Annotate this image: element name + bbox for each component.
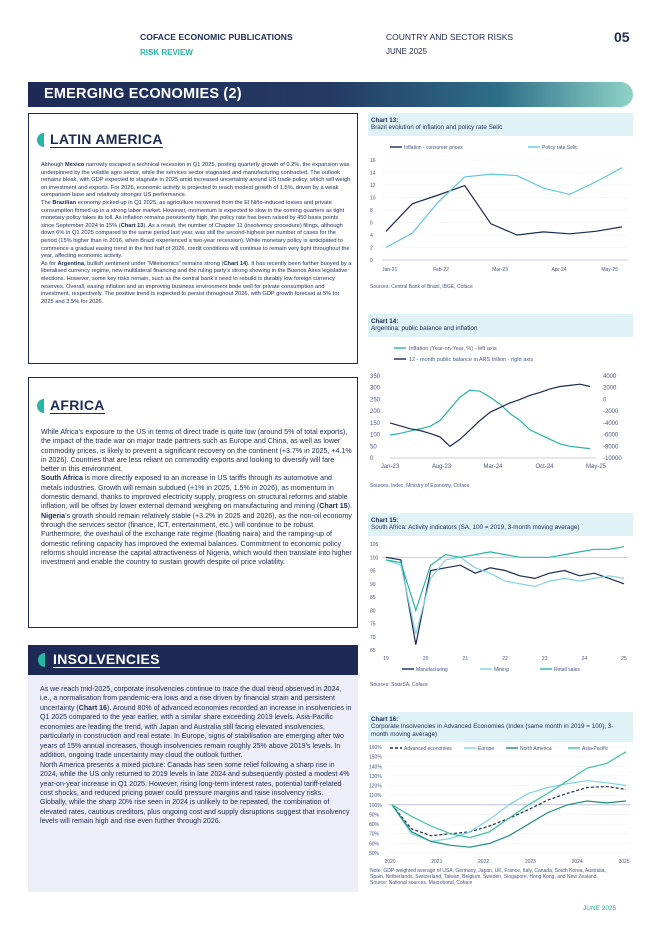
half-circle-icon <box>37 399 44 413</box>
chart-14-y-tick-right: 0 <box>603 397 607 404</box>
chart-13-title-box <box>368 113 633 136</box>
chart-14-y-tick-left: 200 <box>370 409 381 416</box>
chart-14-legend-label: 12 - month public balance in ARS trillion - right axis <box>409 357 534 363</box>
africa-heading <box>37 397 105 414</box>
header-date: JUNE 2025 <box>386 47 427 56</box>
chart-14-title: Argentina: public balance and inflation <box>371 325 478 332</box>
chart-13-series-line <box>386 168 622 248</box>
insolvencies-heading <box>28 645 358 675</box>
chart-13-y-tick: 6 <box>370 220 373 227</box>
chart-16-y-tick: 120% <box>369 783 382 790</box>
africa-paragraph: While Africa’s exposure to the US in terms of direct trade is quite low (around 5% of total exports), the impact of the trade war on major trade partners such as Europe and China, as well as lower commodity prices, is likely to prevent a significant recovery on the continent (+3.7% in 2025, +4.1% in 2026). Countries that are less reliant on commodity exports and looking to diversify will fare better in this environment. <box>41 428 352 474</box>
africa-paragraph: South Africa is more directly exposed to an increase in US tariffs through its automotive and metals industries. Growth will remain subdued (+1% in 2025, 1.5% in 2026), as momentum in domestic demand, thanks to improved electricity supply, progress on structural reforms and stable inflation, will be offset by lower external demand weighing on manufacturing and mining (Chart 15). <box>41 474 352 511</box>
chart-16-y-tick: 80% <box>369 822 380 829</box>
chart-14-x-tick: Mar-24 <box>483 464 503 470</box>
chart-16-y-tick: 70% <box>369 831 380 838</box>
chart-14-y-tick-left: 0 <box>370 456 374 462</box>
chart-16-series-line <box>392 787 626 836</box>
latin-america-text <box>41 162 353 306</box>
chart-13-x-tick: Feb-22 <box>433 267 449 273</box>
chart-14-y-tick-left: 50 <box>370 444 377 451</box>
chart-15-y-tick: 100 <box>370 555 379 562</box>
insolvencies-text <box>40 685 352 827</box>
chart-15-y-tick: 65 <box>370 648 376 654</box>
chart-15-series-line <box>386 557 624 634</box>
insolvencies-title: INSOLVENCIES <box>53 651 160 667</box>
chart-15-x-tick: 23 <box>541 656 548 662</box>
chart-16-legend-label: North America <box>520 746 552 752</box>
chart-13-number: Chart 13: <box>371 117 399 124</box>
chart-15-y-tick: 80 <box>370 608 376 615</box>
chart-14-y-tick-right: -8000 <box>603 444 619 451</box>
chart-13-plot <box>368 140 633 278</box>
section-banner <box>28 82 633 107</box>
chart-14-y-tick-right: -4000 <box>603 420 619 427</box>
chart-16-y-tick: 130% <box>369 773 382 780</box>
chart-15-legend-label: Manufacturing <box>416 667 448 673</box>
chart-14-y-tick-right: -2000 <box>603 409 619 416</box>
chart-15-x-tick: 19 <box>383 656 389 662</box>
chart-14-number: Chart 14: <box>371 318 399 325</box>
chart-16-x-tick: 2022 <box>478 859 490 865</box>
half-circle-icon <box>38 653 45 667</box>
chart-14-title-box <box>368 314 633 337</box>
chart-13-x-tick: Apr-24 <box>551 267 567 273</box>
chart-14-source: Sources: Indec, Ministry of Economy, Coface <box>370 483 470 489</box>
chart-16-title: Corporate Insolvencies in Advanced Economies (Index (same month in 2019 = 100), 3-month moving average) <box>371 723 614 738</box>
page-number: 05 <box>614 29 630 45</box>
chart-16-x-tick: 2021 <box>431 859 443 865</box>
latin-america-title: LATIN AMERICA <box>50 131 163 147</box>
chart-14-series-line <box>390 390 590 449</box>
chart-14-series-line <box>390 384 590 446</box>
chart-13-y-tick: 10 <box>370 195 376 202</box>
chart-15-y-tick: 70 <box>370 634 376 641</box>
chart-16-y-tick: 140% <box>369 764 382 771</box>
chart-13-y-tick: 16 <box>370 158 376 164</box>
insolvencies-paragraph: North America presents a mixed picture: Canada has seen some relief following a sharp rise in 2024, while the US only returned to 2019 levels in late 2024 and subsequently posted a modest 4% year-on-year increase in Q1 2025. However, rising long-term interest rates, potential tariff-related cost shocks, and reduced pricing power could pressure margins and raise insolvency risks. Globally, while the sharp 20% rise seen in 2024 is unlikely to be repeated, the combination of elevated rates, cautious creditors, plus ongoing cost and supply disruptions suggest that insolvency levels will remain high and rise even further through 2026. <box>40 761 350 826</box>
chart-14-y-tick-left: 150 <box>370 420 381 427</box>
chart-14-y-tick-right: -10000 <box>603 456 622 462</box>
header-publication-block <box>140 32 293 57</box>
chart-14-x-tick: Jan-23 <box>380 464 400 470</box>
chart-13-legend-label: Policy rate Selic <box>542 145 578 151</box>
chart-15-title-box <box>368 513 633 536</box>
chart-14-x-tick: Aug-23 <box>431 464 452 470</box>
chart-15-y-tick: 90 <box>370 581 376 588</box>
chart-14-y-tick-right: -6000 <box>603 432 619 439</box>
africa-paragraph: Nigeria’s growth should remain relatively stable (+3.2% in 2025 and 2026), as the non-oil economy through the services sector (finance, ICT, entertainment, etc.) will continue to be robust. Furthermore, the overhaul of the exchange rate regime (floating naira) and the ramping-up of domestic refining capacity has improved the external balances. Commitment to economic policy reforms should increase the capital attractiveness of Nigeria, which would then translate into higher investment and enable the country to sustain growth despite oil price volatility. <box>41 511 352 567</box>
latin-america-heading <box>37 131 163 148</box>
chart-16-y-tick: 110% <box>369 793 382 800</box>
chart-16-note <box>370 868 606 887</box>
chart-16-y-tick: 60% <box>369 841 380 848</box>
chart-14-plot <box>368 340 633 475</box>
chart-13-x-tick: Mar-23 <box>492 267 508 273</box>
chart-14-y-tick-left: 100 <box>370 432 381 439</box>
latin-america-paragraph: Although Mexico narrowly escaped a technical recession in Q1 2025, posting quarterly growth of 0.2%, the expansion was underpinned by the volatile agro sector, while the services sector stagnated and manufacturing contracted. The outlook remains bleak, with GDP expected to stagnate in 2025 amid increased uncertainty around US trade policy, which will weigh on investment and exports. For 2026, economic activity is projected to reach modest growth of 1.5%, driven by a weak comparison base and relatively stronger US performance. <box>41 162 351 199</box>
chart-15-x-tick: 25 <box>621 656 627 662</box>
chart-16-plot <box>368 742 633 868</box>
chart-16-note-line: Spain, Netherlands, Switzerland, Taiwan, Belgium, Sweden, Singapore, Hong Kong, and New Zealand. <box>370 874 598 881</box>
chart-16-note-line: Note: GDP-weighted average of USA, Germany, Japan, UK, France, Italy, Canada, South Korea, Australia, <box>370 868 606 874</box>
chart-16-legend-label: Asia-Pacific <box>582 746 609 752</box>
chart-13-x-tick: May-25 <box>601 267 618 273</box>
chart-16-title-box <box>368 712 633 742</box>
africa-text <box>41 428 353 567</box>
footer-date: JUNE 2025 <box>583 905 617 912</box>
latin-america-paragraph: As for Argentina, bullish sentiment under “Mileinomics” remains strong (Chart 14). It has recently been further buoyed by a liberalised currency regime, new multilateral financing and the ruling party’s strong showing in the Buenos Aires legislative elections. However, some key risks remain, such as the central bank’s need to rebuild is durably low foreign currency reserves. Overall, easing inflation and an improving business environment bode well for private consumption and investment, respectively. The positive trend is expected to persist throughout 2026, with GDP growth forecast at 5% for 2025 and 3.5% for 2026. <box>41 260 352 305</box>
africa-title: AFRICA <box>50 397 105 413</box>
chart-15-series-line <box>386 557 624 644</box>
chart-13-title: Brazil evolution of inflation and policy rate Selic <box>371 124 503 131</box>
chart-16-y-tick: 90% <box>369 812 380 819</box>
chart-16-number: Chart 16: <box>371 716 399 723</box>
half-circle-icon <box>37 133 44 147</box>
chart-13-x-tick: Jan-21 <box>382 267 398 273</box>
chart-16-series-line <box>392 781 626 842</box>
chart-16-x-tick: 2024 <box>571 859 583 865</box>
insolvencies-box <box>28 645 358 892</box>
chart-15-y-tick: 95 <box>370 568 376 575</box>
chart-14-y-tick-right: 2000 <box>603 385 617 392</box>
chart-14-legend-label: Inflation (Year-on-Year, %) - left axis <box>409 346 497 352</box>
section-name: COUNTRY AND SECTOR RISKS <box>386 32 514 42</box>
chart-15-y-tick: 105 <box>370 542 379 548</box>
chart-15-number: Chart 15: <box>371 517 399 524</box>
chart-15-y-tick: 75 <box>370 621 376 628</box>
review-name: RISK REVIEW <box>140 48 193 57</box>
chart-15-title: South Africa: Activity indicators (SA, 100 = 2019, 3-month moving average) <box>371 524 580 531</box>
chart-13-series-line <box>386 186 622 235</box>
chart-15-plot <box>368 538 633 676</box>
chart-15-x-tick: 24 <box>581 656 588 662</box>
chart-14-x-tick: May-25 <box>585 464 607 470</box>
chart-14-y-tick-left: 250 <box>370 397 381 404</box>
latin-america-box <box>28 113 358 364</box>
chart-16-x-tick: 2020 <box>384 859 396 865</box>
chart-15-x-tick: 20 <box>422 656 429 662</box>
chart-16-x-tick: 2025 <box>618 859 630 865</box>
chart-16-legend-label: Advanced economies <box>404 746 452 752</box>
chart-15-legend-label: Mining <box>494 667 509 673</box>
chart-13-y-tick: 14 <box>370 170 376 177</box>
chart-15-x-tick: 22 <box>502 656 508 662</box>
chart-13-legend-label: Inflation - consumer prices <box>404 145 463 151</box>
chart-13-y-tick: 2 <box>370 245 373 252</box>
chart-15-x-tick: 21 <box>462 656 469 662</box>
chart-15-series-line <box>386 547 624 611</box>
chart-16-y-tick: 150% <box>369 754 382 761</box>
banner-title: EMERGING ECONOMIES (2) <box>44 86 242 102</box>
insolvencies-paragraph: As we reach mid-2025, corporate insolvencies continue to trace the dual trend observed in 2024, i.e., a normalisation from pandemic-era lows and a rise driven by financial strain and persistent uncertainty (Chart 16). Around 80% of advanced economies recorded an increase in insolvencies in Q1 2025 compared to the year earlier, with a similar share exceeding 2019 levels. Asia-Pacific economies are leading the trend, with Japan and Australia still facing elevated insolvencies, particularly in construction and real estate. In Europe, signs of stabilisation are emerging after two years of 15% annual increases, though insolvencies remain roughly 25% above 2019’s levels. In addition, ongoing trade uncertainty may cloud the outlook further. <box>40 686 352 760</box>
publication-name: COFACE ECONOMIC PUBLICATIONS <box>140 32 293 42</box>
chart-13-y-tick: 8 <box>370 208 373 214</box>
chart-13-y-tick: 4 <box>370 233 373 239</box>
chart-14-y-tick-right: 4000 <box>603 374 617 380</box>
chart-16-y-tick: 100% <box>369 802 382 809</box>
chart-16-x-tick: 2023 <box>524 859 536 865</box>
chart-16-y-tick: 160% <box>369 745 382 751</box>
chart-15-y-tick: 85 <box>370 595 376 601</box>
chart-15-legend-label: Retail sales <box>554 667 580 673</box>
chart-14-y-tick-left: 350 <box>370 374 381 380</box>
header-section-block <box>386 32 513 56</box>
chart-16-source: Source: National sources, Macrobond, Coface <box>370 880 473 887</box>
chart-13-y-tick: 0 <box>370 258 373 264</box>
chart-14-y-tick-left: 300 <box>370 385 381 392</box>
chart-13-source: Sources: Central Bank of Brazil, IBGE, Coface <box>370 284 473 290</box>
chart-16-y-tick: 50% <box>369 851 380 857</box>
chart-16-series-line <box>392 752 626 838</box>
africa-box <box>28 377 358 628</box>
chart-16-legend-label: Europe <box>478 746 495 752</box>
latin-america-paragraph: The Brazilian economy picked up in Q1 2025, as agriculture recovered from the El Niño-induced losses and private consumption firmed up in a strong labor market. However, momentum is expected to slow in the coming quarters as tight monetary policy takes its toll. As inflation remains persistently high, the policy rate has been raised by 450 basis points since September 2024 to 15% (Chart 13). As a result, the number of Chapter 11 (insolvency procedure) filings, although down 6% in Q1 2025 compared to the same period last year, was still the second-highest per number of cases for the period (15% higher than in 2016, when Brazil experienced a two-year recession). While monetary policy is anticipated to commence a gradual easing trend in the first half of 2026, credit conditions will continue to remain very tight throughout the year, affecting economic activity. <box>41 199 350 260</box>
chart-13-y-tick: 12 <box>370 183 376 189</box>
chart-15-source: Sources: StatsSA, Coface <box>370 682 428 688</box>
chart-14-x-tick: Oct-24 <box>535 464 554 470</box>
